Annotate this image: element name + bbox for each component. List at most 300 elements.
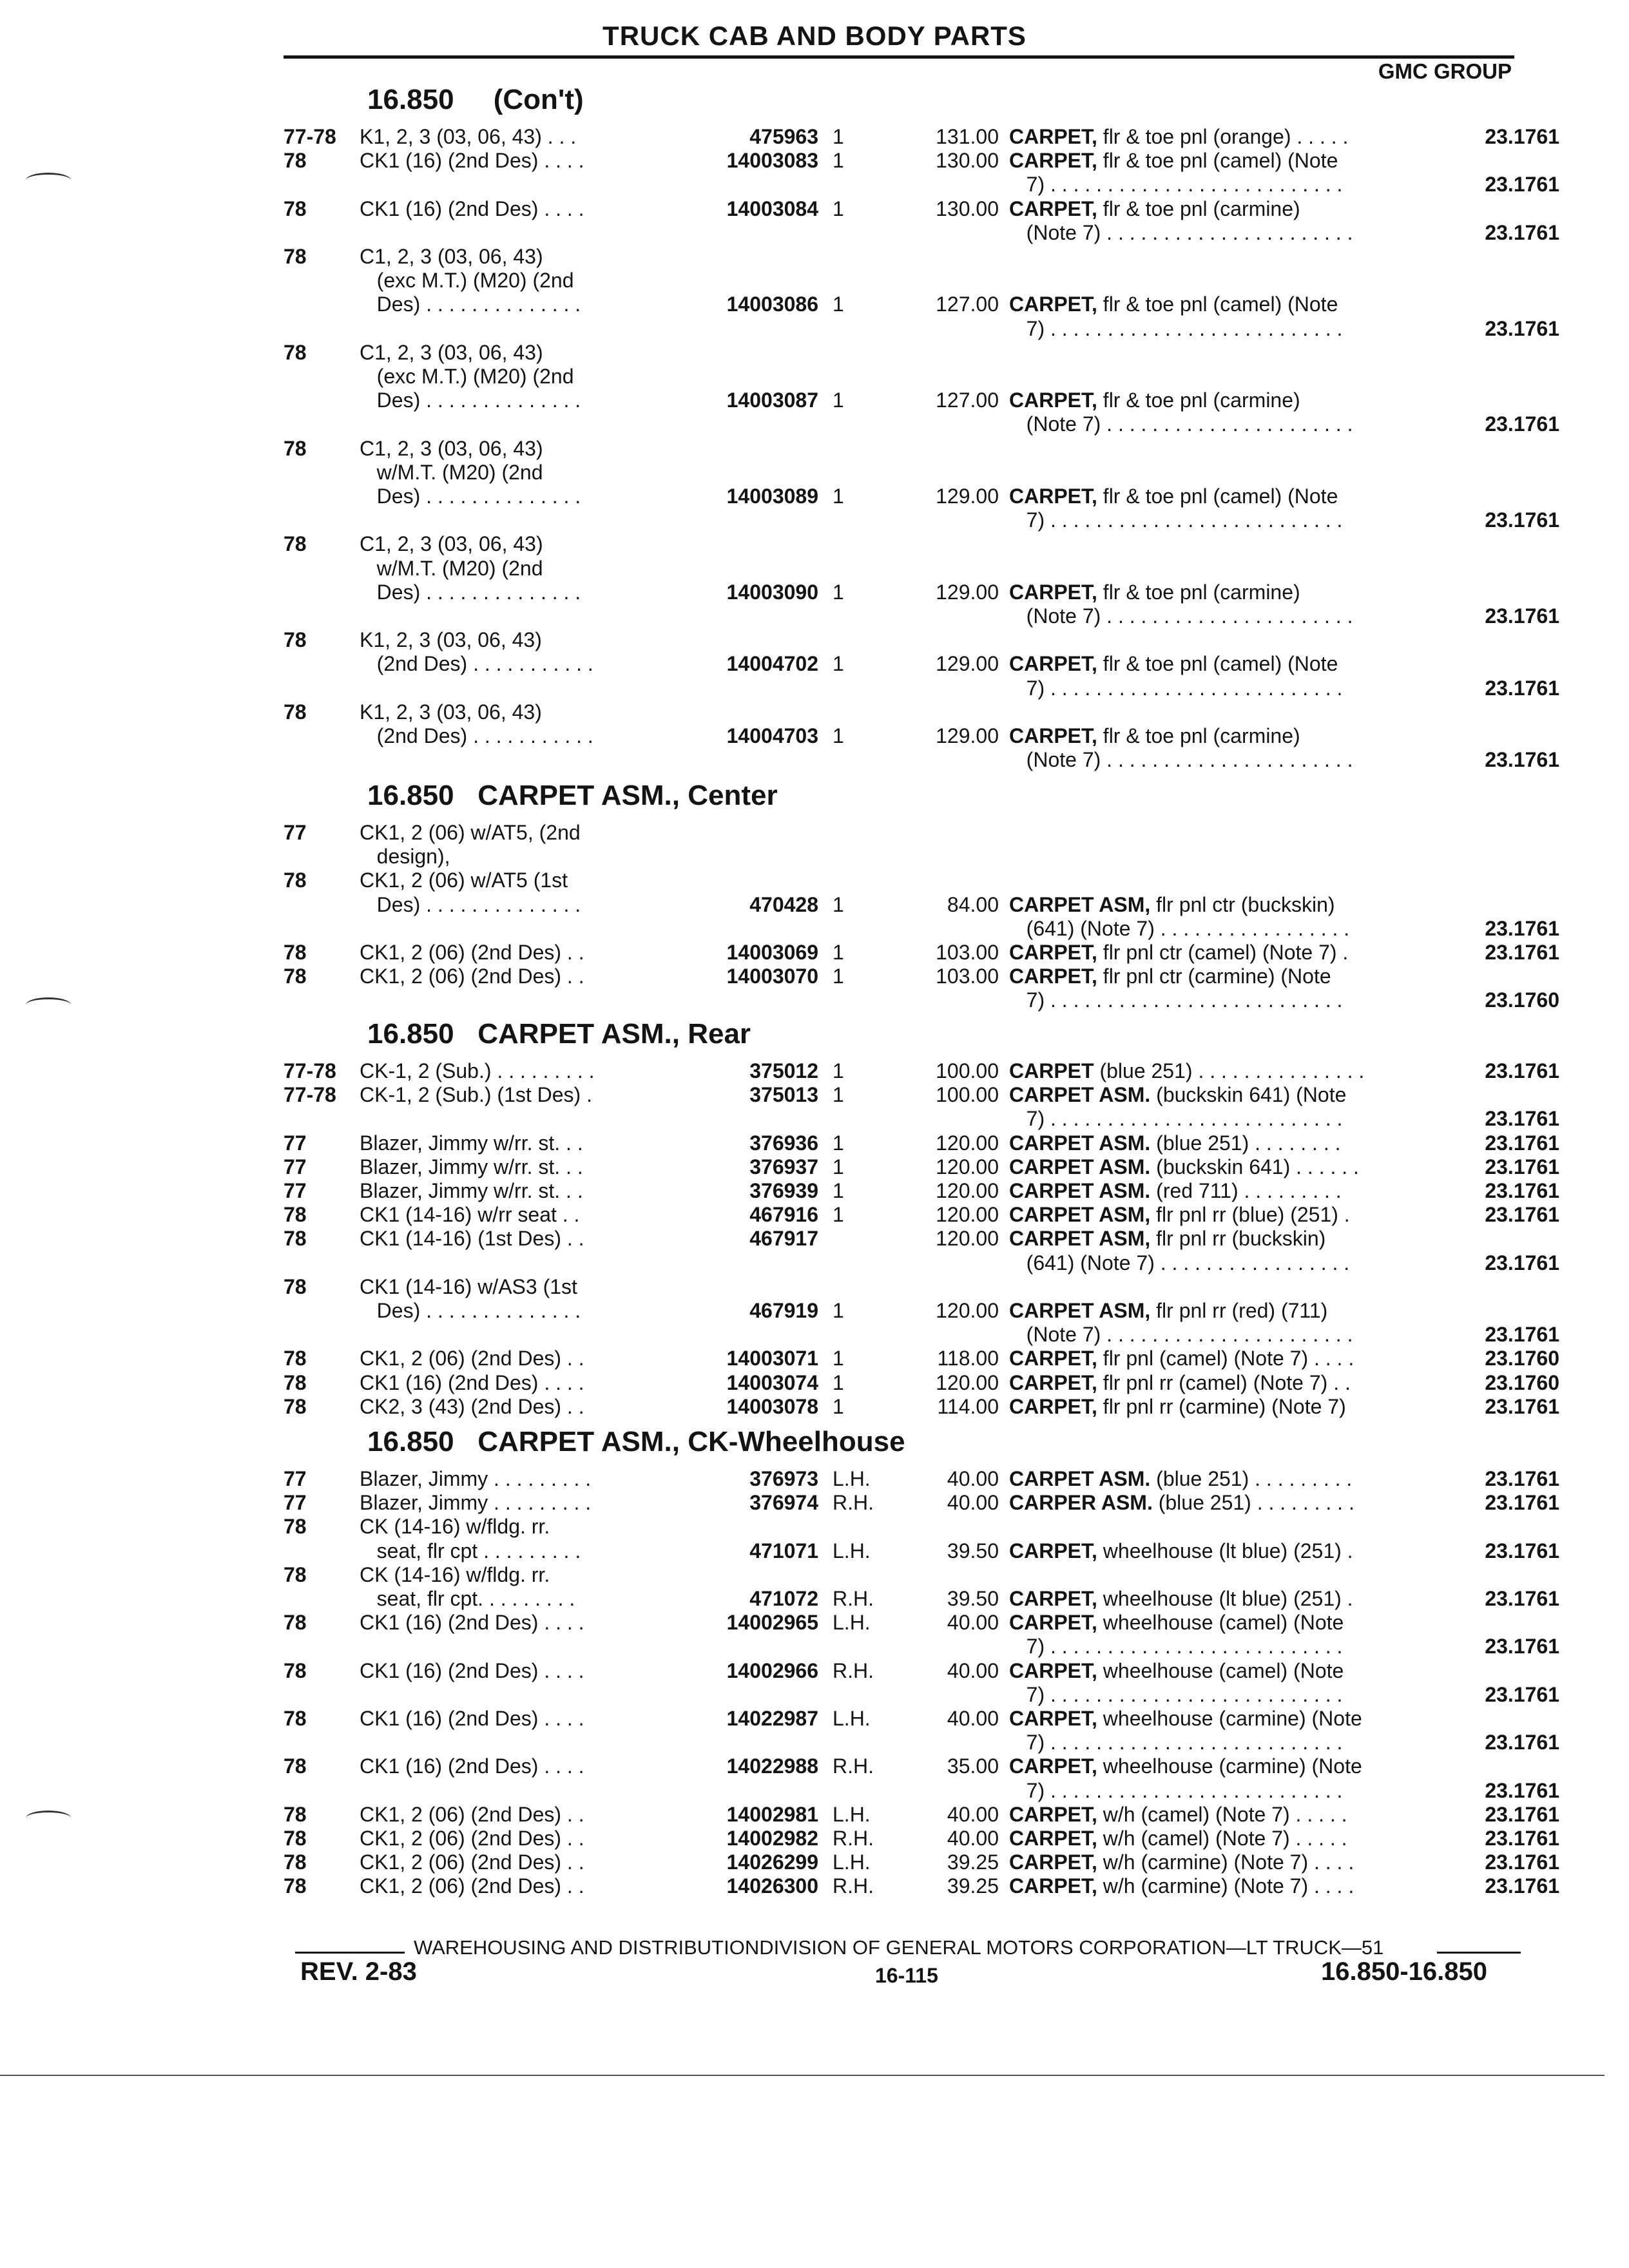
group-number: 23.1761 [1485, 1850, 1559, 1874]
part-row [284, 677, 1566, 700]
part-row [284, 149, 1566, 172]
model-year: 78 [284, 1227, 307, 1251]
part-detail: flr & toe pnl (camel) (Note [1097, 652, 1338, 676]
part-row [284, 293, 1566, 316]
part-number: 470428 [749, 892, 818, 916]
quantity: L.H. [833, 1850, 871, 1874]
part-description [1009, 1491, 1422, 1514]
group-number: 23.1761 [1485, 1251, 1559, 1274]
part-description [1009, 1227, 1422, 1250]
part-number: 14003074 [726, 1370, 818, 1394]
part-number: 376974 [749, 1491, 818, 1515]
list-price: 129.00 [936, 485, 999, 508]
footer-division: WAREHOUSING AND DISTRIBUTIONDIVISION OF GENERAL MOTORS CORPORATION—LT TRUCK—51 [414, 1936, 1384, 1959]
quantity: R.H. [833, 1754, 874, 1778]
part-name: CARPET, [1009, 1850, 1097, 1874]
part-description [1009, 1659, 1422, 1682]
quantity: 1 [833, 149, 844, 173]
part-detail: (blue 251) . . . . . . . . [1150, 1131, 1341, 1155]
model-year: 78 [284, 1562, 307, 1586]
quantity: 1 [833, 389, 844, 412]
group-number: 23.1761 [1485, 1874, 1559, 1898]
model-description: CK1, 2 (06) w/AT5, (2nd [360, 821, 581, 844]
quantity: L.H. [833, 1611, 871, 1635]
model-year: 78 [284, 1827, 307, 1850]
group-number: 23.1760 [1485, 1347, 1559, 1370]
part-description [1009, 1179, 1422, 1202]
part-name: CARPET, [1009, 1370, 1097, 1394]
quantity: 1 [833, 1394, 844, 1418]
model-description: Blazer, Jimmy w/rr. st. . . [360, 1155, 583, 1178]
group-number: 23.1761 [1485, 1059, 1559, 1082]
quantity: 1 [833, 293, 844, 316]
list-price: 40.00 [947, 1658, 999, 1682]
list-price: 127.00 [936, 389, 999, 412]
model-description: CK1, 2 (06) (2nd Des) . . [360, 965, 584, 988]
part-description [1009, 1059, 1422, 1082]
group-label: GMC GROUP [1378, 59, 1512, 83]
footer-revision: REV. 2-83 [300, 1957, 417, 1986]
list-price: 120.00 [936, 1227, 999, 1251]
part-description [1009, 1874, 1422, 1898]
part-number: 14002982 [726, 1827, 818, 1850]
list-price: 129.00 [936, 724, 999, 747]
part-description [1009, 1347, 1422, 1370]
part-row [284, 604, 1566, 628]
part-row [284, 197, 1566, 220]
group-number: 23.1761 [1485, 412, 1559, 436]
part-name: CARPET ASM, [1009, 1227, 1151, 1251]
part-detail: flr pnl rr (buckskin) [1150, 1227, 1326, 1251]
part-detail: 7) . . . . . . . . . . . . . . . . . . . . . . . . . . [1009, 988, 1343, 1012]
part-description [1009, 1155, 1422, 1178]
part-description [1009, 1395, 1422, 1418]
part-number: 14026299 [726, 1850, 818, 1874]
quantity: 1 [833, 724, 844, 747]
part-detail: flr pnl rr (carmine) (Note 7) [1097, 1394, 1346, 1418]
list-price: 120.00 [936, 1179, 999, 1202]
quantity: 1 [833, 1347, 844, 1370]
quantity: 1 [833, 1059, 844, 1082]
model-description: (exc M.T.) (M20) (2nd [360, 365, 574, 388]
model-year: 78 [284, 1274, 307, 1298]
model-description: K1, 2, 3 (03, 06, 43) [360, 628, 542, 652]
quantity: 1 [833, 1370, 844, 1394]
part-name: CARPET ASM, [1009, 892, 1151, 916]
part-name: CARPET ASM. [1009, 1131, 1151, 1155]
part-number: 375012 [749, 1059, 818, 1082]
quantity: L.H. [833, 1467, 871, 1490]
part-name: CARPET, [1009, 965, 1097, 988]
part-detail: flr pnl rr (red) (711) [1150, 1299, 1328, 1322]
part-detail: (buckskin 641) (Note [1150, 1083, 1347, 1107]
quantity: R.H. [833, 1827, 874, 1850]
part-detail: flr & toe pnl (camel) (Note [1097, 149, 1338, 173]
model-description: (2nd Des) . . . . . . . . . . . [360, 724, 593, 747]
part-detail: 7) . . . . . . . . . . . . . . . . . . . . . . . . . . [1009, 1107, 1343, 1131]
part-row [284, 1611, 1566, 1634]
quantity: 1 [833, 892, 844, 916]
group-number: 23.1761 [1485, 1155, 1559, 1178]
list-price: 40.00 [947, 1827, 999, 1850]
part-row [284, 700, 1566, 724]
quantity: L.H. [833, 1707, 871, 1730]
part-description [1009, 1083, 1422, 1106]
model-year: 78 [284, 1874, 307, 1898]
section-heading: 16.850 (Con't) [367, 84, 584, 115]
model-year: 78 [284, 1850, 307, 1874]
part-row [284, 1275, 1566, 1298]
model-description: CK1 (16) (2nd Des) . . . . [360, 1370, 584, 1394]
model-description: (exc M.T.) (M20) (2nd [360, 269, 574, 293]
part-description [1009, 893, 1422, 916]
scan-bottom-edge [0, 2075, 1605, 2076]
model-description: CK1, 2 (06) (2nd Des) . . [360, 1827, 584, 1850]
list-price: 84.00 [947, 892, 999, 916]
group-number: 23.1760 [1485, 988, 1559, 1012]
part-name: CARPET, [1009, 580, 1097, 604]
group-number: 23.1761 [1485, 1731, 1559, 1754]
part-row [284, 1371, 1566, 1394]
model-description: C1, 2, 3 (03, 06, 43) [360, 532, 543, 556]
part-detail: flr pnl (camel) (Note 7) . . . . [1097, 1347, 1354, 1370]
part-description [1009, 1779, 1422, 1802]
list-price: 131.00 [936, 125, 999, 148]
model-year: 77 [284, 821, 307, 844]
part-row [284, 988, 1566, 1012]
part-description [1009, 1107, 1422, 1130]
part-detail: flr pnl ctr (buckskin) [1150, 892, 1335, 916]
part-description [1009, 1850, 1422, 1874]
part-detail: wheelhouse (carmine) (Note [1097, 1707, 1362, 1730]
part-row [284, 269, 1566, 292]
part-detail: 7) . . . . . . . . . . . . . . . . . . . . . . . . . . [1009, 1682, 1343, 1706]
part-number: 14026300 [726, 1874, 818, 1898]
list-price: 103.00 [936, 941, 999, 964]
part-row [284, 173, 1566, 196]
part-detail: (red 711) . . . . . . . . . [1150, 1179, 1342, 1202]
part-name: CARPET, [1009, 724, 1097, 747]
part-row [284, 1491, 1566, 1514]
footer-section-range: 16.850-16.850 [1321, 1957, 1488, 1986]
quantity: 1 [833, 485, 844, 508]
part-name: CARPET, [1009, 1658, 1097, 1682]
model-description: CK1, 2 (06) (2nd Des) . . [360, 1874, 584, 1898]
group-number: 23.1761 [1485, 1587, 1559, 1610]
part-row [284, 1731, 1566, 1754]
group-number: 23.1761 [1485, 1539, 1559, 1562]
part-row [284, 461, 1566, 484]
part-detail: (Note 7) . . . . . . . . . . . . . . . . . . . . . . [1009, 412, 1353, 436]
part-row [284, 724, 1566, 747]
part-row [284, 1203, 1566, 1226]
scan-artifact [26, 173, 71, 187]
list-price: 120.00 [936, 1155, 999, 1178]
part-row [284, 845, 1566, 868]
part-row [284, 1707, 1566, 1730]
quantity: R.H. [833, 1491, 874, 1515]
part-description [1009, 1803, 1422, 1826]
part-row [284, 317, 1566, 340]
part-name: CARPET, [1009, 1827, 1097, 1850]
part-detail: flr pnl ctr (camel) (Note 7) . [1097, 941, 1349, 964]
part-row [284, 1131, 1566, 1155]
part-row [284, 821, 1566, 844]
part-description [1009, 917, 1422, 940]
model-description: Des) . . . . . . . . . . . . . . [360, 1299, 581, 1322]
part-detail: (blue 251) . . . . . . . . . . . . . . . [1094, 1059, 1365, 1082]
part-description [1009, 412, 1422, 436]
part-row [284, 221, 1566, 244]
part-name: CARPET [1009, 1059, 1094, 1082]
model-description: Des) . . . . . . . . . . . . . . [360, 293, 581, 316]
part-row [284, 941, 1566, 964]
part-number: 467916 [749, 1203, 818, 1227]
list-price: 129.00 [936, 580, 999, 604]
part-row [284, 485, 1566, 508]
part-detail: 7) . . . . . . . . . . . . . . . . . . . . . . . . . . [1009, 173, 1343, 197]
part-detail: 7) . . . . . . . . . . . . . . . . . . . . . . . . . . [1009, 508, 1343, 532]
model-year: 77 [284, 1155, 307, 1178]
part-number: 14003089 [726, 485, 818, 508]
group-number: 23.1761 [1485, 1107, 1559, 1131]
part-detail: flr & toe pnl (camel) (Note [1097, 485, 1338, 508]
model-year: 77 [284, 1131, 307, 1155]
part-detail: (buckskin 641) . . . . . . [1150, 1155, 1359, 1178]
model-year: 77 [284, 1179, 307, 1202]
part-row [284, 1850, 1566, 1874]
part-description [1009, 1251, 1422, 1274]
model-description: Blazer, Jimmy . . . . . . . . . [360, 1467, 592, 1490]
part-name: CARPET, [1009, 1347, 1097, 1370]
quantity: 1 [833, 1131, 844, 1155]
part-number: 14022987 [726, 1707, 818, 1730]
model-description: CK1 (16) (2nd Des) . . . . [360, 1707, 584, 1730]
list-price: 118.00 [937, 1347, 999, 1370]
part-description [1009, 508, 1422, 532]
group-number: 23.1761 [1485, 1682, 1559, 1706]
group-number: 23.1761 [1485, 1323, 1559, 1347]
list-price: 40.00 [947, 1707, 999, 1730]
list-price: 100.00 [936, 1059, 999, 1082]
model-year: 78 [284, 1515, 307, 1539]
list-price: 39.50 [947, 1587, 999, 1610]
part-number: 376973 [749, 1467, 818, 1490]
part-detail: 7) . . . . . . . . . . . . . . . . . . . . . . . . . . [1009, 1778, 1343, 1802]
quantity: 1 [833, 1203, 844, 1227]
part-number: 14003090 [726, 580, 818, 604]
part-description [1009, 293, 1422, 316]
part-description [1009, 1467, 1422, 1490]
part-row [284, 1539, 1566, 1562]
part-row [284, 628, 1566, 651]
group-number: 23.1761 [1485, 1635, 1559, 1658]
model-description: w/M.T. (M20) (2nd [360, 556, 543, 580]
part-detail: flr & toe pnl (carmine) [1097, 580, 1300, 604]
part-detail: (blue 251) . . . . . . . . . [1150, 1467, 1353, 1490]
quantity: 1 [833, 1179, 844, 1202]
part-description [1009, 724, 1422, 747]
part-detail: 7) . . . . . . . . . . . . . . . . . . . . . . . . . . [1009, 316, 1343, 340]
model-description: CK1 (16) (2nd Des) . . . . [360, 1754, 584, 1778]
model-description: CK1, 2 (06) (2nd Des) . . [360, 1850, 584, 1874]
part-description [1009, 941, 1422, 964]
list-price: 39.50 [947, 1539, 999, 1562]
list-price: 120.00 [936, 1299, 999, 1322]
model-year: 78 [284, 965, 307, 988]
model-description: CK1 (14-16) (1st Des) . . [360, 1227, 584, 1251]
part-detail: flr pnl rr (blue) (251) . [1150, 1203, 1350, 1227]
scan-artifact [26, 997, 71, 1012]
model-description: CK1 (16) (2nd Des) . . . . [360, 149, 584, 173]
quantity: L.H. [833, 1802, 871, 1826]
list-price: 130.00 [936, 149, 999, 173]
part-number: 475963 [749, 125, 818, 148]
part-number: 376939 [749, 1179, 818, 1202]
part-detail: flr & toe pnl (orange) . . . . . [1097, 125, 1349, 148]
part-description [1009, 1299, 1422, 1322]
part-name: CARPET, [1009, 485, 1097, 508]
part-description [1009, 1587, 1422, 1610]
part-number: 14002965 [726, 1611, 818, 1635]
part-name: CARPET, [1009, 293, 1097, 316]
list-price: 114.00 [937, 1394, 999, 1418]
part-row [284, 1515, 1566, 1538]
part-name: CARPET ASM. [1009, 1467, 1151, 1490]
part-description [1009, 1611, 1422, 1634]
part-number: 14003087 [726, 389, 818, 412]
model-year: 78 [284, 1203, 307, 1227]
list-price: 40.00 [947, 1611, 999, 1635]
group-number: 23.1761 [1485, 1179, 1559, 1202]
part-row [284, 1227, 1566, 1250]
part-detail: (641) (Note 7) . . . . . . . . . . . . . . . . . [1009, 1251, 1350, 1274]
part-name: CARPET, [1009, 941, 1097, 964]
part-description [1009, 197, 1422, 220]
part-number: 14003078 [726, 1394, 818, 1418]
part-detail: wheelhouse (camel) (Note [1097, 1611, 1344, 1635]
part-row [284, 1754, 1566, 1778]
part-row [284, 965, 1566, 988]
part-row [284, 341, 1566, 364]
part-detail: 7) . . . . . . . . . . . . . . . . . . . . . . . . . . [1009, 1635, 1343, 1658]
model-year: 78 [284, 532, 307, 556]
part-description [1009, 1131, 1422, 1155]
part-detail: wheelhouse (camel) (Note [1097, 1658, 1344, 1682]
quantity: 1 [833, 965, 844, 988]
part-description [1009, 221, 1422, 244]
model-description: CK1 (16) (2nd Des) . . . . [360, 197, 584, 220]
model-year: 78 [284, 1370, 307, 1394]
list-price: 40.00 [947, 1491, 999, 1515]
part-number: 471071 [749, 1539, 818, 1562]
quantity: 1 [833, 1155, 844, 1178]
part-detail: w/h (camel) (Note 7) . . . . . [1097, 1827, 1347, 1850]
list-price: 120.00 [936, 1131, 999, 1155]
part-row [284, 1155, 1566, 1178]
group-number: 23.1761 [1485, 676, 1559, 700]
group-number: 23.1761 [1485, 1802, 1559, 1826]
model-description: seat, flr cpt. . . . . . . . . [360, 1587, 575, 1610]
part-description [1009, 1635, 1422, 1658]
part-number: 14003083 [726, 149, 818, 173]
quantity: 1 [833, 125, 844, 148]
part-detail: w/h (carmine) (Note 7) . . . . [1097, 1874, 1354, 1898]
part-number: 376937 [749, 1155, 818, 1178]
part-row [284, 1179, 1566, 1202]
model-year: 77-78 [284, 1059, 336, 1082]
part-number: 376936 [749, 1131, 818, 1155]
model-description: design), [360, 845, 450, 869]
model-year: 78 [284, 197, 307, 220]
part-row [284, 1251, 1566, 1274]
part-detail: flr pnl ctr (carmine) (Note [1097, 965, 1331, 988]
model-description: K1, 2, 3 (03, 06, 43) . . . [360, 125, 577, 148]
page-title: TRUCK CAB AND BODY PARTS [602, 21, 1027, 51]
group-number: 23.1761 [1485, 604, 1559, 628]
part-row [284, 1803, 1566, 1826]
model-year: 78 [284, 1707, 307, 1730]
part-row [284, 652, 1566, 675]
model-description: CK (14-16) w/fldg. rr. [360, 1562, 550, 1586]
part-row [284, 1323, 1566, 1346]
part-description [1009, 581, 1422, 604]
part-row [284, 365, 1566, 388]
list-price: 130.00 [936, 197, 999, 220]
part-name: CARPET ASM, [1009, 1203, 1151, 1227]
part-row [284, 1467, 1566, 1490]
part-row [284, 1659, 1566, 1682]
footer-rule-right [1437, 1952, 1521, 1954]
part-detail: flr & toe pnl (carmine) [1097, 389, 1300, 412]
model-year: 78 [284, 700, 307, 724]
quantity: L.H. [833, 1539, 871, 1562]
part-description [1009, 1827, 1422, 1850]
part-row [284, 1635, 1566, 1658]
part-detail: wheelhouse (carmine) (Note [1097, 1754, 1362, 1778]
part-row [284, 869, 1566, 892]
model-description: Blazer, Jimmy w/rr. st. . . [360, 1179, 583, 1202]
model-description: Blazer, Jimmy w/rr. st. . . [360, 1131, 583, 1155]
part-row [284, 557, 1566, 580]
part-description [1009, 1731, 1422, 1754]
group-number: 23.1761 [1485, 941, 1559, 964]
section-heading: 16.850 CARPET ASM., Rear [367, 1018, 751, 1050]
part-description [1009, 652, 1422, 675]
part-detail: (Note 7) . . . . . . . . . . . . . . . . . . . . . . [1009, 748, 1353, 772]
model-year: 77-78 [284, 125, 336, 148]
model-year: 78 [284, 149, 307, 173]
model-description: C1, 2, 3 (03, 06, 43) [360, 340, 543, 364]
part-number: 14004702 [726, 652, 818, 676]
part-detail: (Note 7) . . . . . . . . . . . . . . . . . . . . . . [1009, 604, 1353, 628]
part-name: CARPET, [1009, 1874, 1097, 1898]
part-detail: wheelhouse (lt blue) (251) . [1097, 1587, 1353, 1610]
part-name: CARPET, [1009, 197, 1097, 220]
part-name: CARPET, [1009, 125, 1097, 148]
model-description: C1, 2, 3 (03, 06, 43) [360, 245, 543, 268]
part-number: 375013 [749, 1083, 818, 1107]
part-number: 467917 [749, 1227, 818, 1251]
part-description [1009, 604, 1422, 628]
model-description: CK1 (16) (2nd Des) . . . . [360, 1611, 584, 1635]
group-number: 23.1760 [1485, 1370, 1559, 1394]
model-description: CK1 (14-16) w/rr seat . . [360, 1203, 580, 1227]
part-row [284, 437, 1566, 460]
group-number: 23.1761 [1485, 1778, 1559, 1802]
list-price: 39.25 [947, 1874, 999, 1898]
model-description: w/M.T. (M20) (2nd [360, 460, 543, 484]
